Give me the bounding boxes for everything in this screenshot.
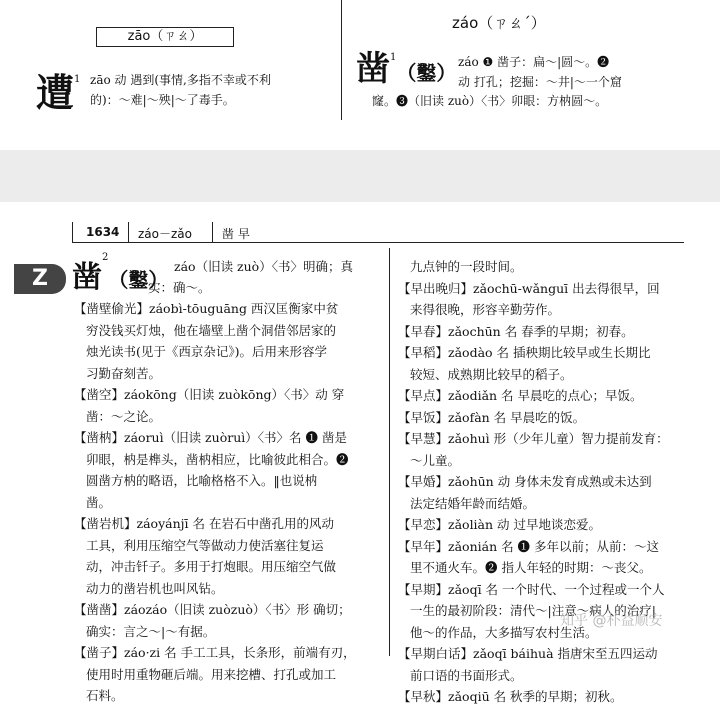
entry-line: 前口语的书面形式。 [410,667,523,683]
entry-line: 【凿岩机】záoyánjī 名 在岩石中凿孔用的风动 [74,516,334,531]
entry-line: 里不通火车。❷ 指人年轻的时期：～丧父。 [410,560,652,575]
column-divider [341,0,342,120]
entry-line: 【凿凿】záozáo（旧读 zuòzuò）〈书〉形 确切； [74,602,351,617]
entry-line: zāo 动 遇到(事情,多指不幸或不利 [90,73,271,87]
page-number: 1634 [86,225,120,239]
entry-line: 法定结婚年龄而结婚。 [410,495,536,511]
entry-line: 九点钟的一段时间。 [410,259,523,274]
right-column [398,256,716,708]
entry-line: 【早慧】zǎohuì 形（少年儿童）智力提前发育： [398,431,669,446]
entry-line: 圆凿方枘的略语，比喻格格不入。‖也说枘 [86,473,318,488]
entry-line: 【凿壁偷光】záobì-tōuguāng 西汉匡衡家中贫 [74,301,339,316]
pinyin-header-box: zāo（ㄗㄠ） [96,27,234,47]
entry-line: 【早期】zǎoqī 名 一个时代、一个过程或一个人 [398,581,665,597]
entry-line: 凿：～之论。 [86,408,162,424]
entry-line: 动力的凿岩机也叫风钻。 [86,580,224,596]
headword-char: 凿 [72,260,102,295]
entry-line: 【早饭】zǎofàn 名 早晨吃的饭。 [398,409,586,425]
entry-line: 【早年】zǎonián 名 ❶ 多年以前；从前：～这 [398,538,660,554]
watermark: 知乎 @朴益顺安 [560,613,663,629]
headword-char: 遭 [36,70,75,115]
entry-line: 【凿空】záokōng（旧读 zuòkōng）〈书〉动 穿 [74,387,345,402]
entry-line: 【凿枘】záoruì（旧读 zuòruì）〈书〉名 ❶ 凿是 [74,430,347,445]
entry-line: 窿。❸（旧读 zuò）〈书〉卯眼：方枘圆～。 [372,94,608,108]
left-column [74,298,386,707]
entry-line: 卯眼，枘是榫头，凿枘相应，比喻彼此相合。❷ [86,451,349,467]
headword-superscript: 1 [74,74,81,85]
entry-line: 烛光读书(见于《西京杂记》)。后用来形容学 [86,344,328,359]
entry-line: 工具，利用压缩空气等做动力使活塞往复运 [86,537,324,553]
entry-line: 【凿子】záo·zi 名 手工工具，长条形，前端有刃， [74,645,356,660]
letter-tab-z: Z [14,264,66,294]
entry-line: 【早点】zǎodiǎn 名 早晨吃的点心；早饭。 [398,388,643,403]
top-scan-page [0,0,720,150]
entry-line: 【早春】zǎochūn 名 春季的早期；初春。 [398,323,634,339]
entry-line: 动 打孔；挖掘：～井|～一个窟 [458,75,622,89]
column-divider [389,248,390,656]
entry-line: 来得很晚，形容辛勤劳作。 [410,302,561,317]
entry-line: záo ❶ 凿子：扁～|圆～。❷ [458,55,610,69]
page-gap [0,150,720,202]
headword-char: 凿 [356,49,390,89]
entry-line: 穷没钱买灯烛，他在墙壁上凿个洞借邻居家的 [86,322,337,338]
headword-superscript: 2 [102,252,109,263]
entry-line: 使用时用重物砸后端。用来挖槽、打孔或加工 [86,666,337,682]
header-tick [128,222,129,242]
page-chars: 凿 早 [222,227,250,241]
entry-line: 的)：～难|～殃|～了毒手。 [90,93,235,107]
entry-line: 【早婚】zǎohūn 动 身体未发育成熟或未达到 [398,474,652,489]
entry-line: 【早稻】zǎodào 名 插秧期比较早或生长期比 [398,345,651,360]
entry-line: 一生的最初阶段：清代～|注意～病人的治疗| [410,603,656,618]
entry-line: 他～的作品，大多描写农村生活。 [410,624,598,640]
entry-line: 【早出晚归】zǎochū-wǎnguī 出去得很早，回 [398,280,660,296]
header-tick [72,222,73,242]
pinyin-section-heading: záo（ㄗㄠˊ） [452,14,546,32]
entry-line: 凿。 [86,494,112,510]
entry-line: 【早秋】zǎoqiū 名 秋季的早期；初秋。 [398,689,623,704]
entry-line: 动，冲击钎子。多用于打炮眼。用压缩空气做 [86,559,337,574]
traditional-form: （鑿） [108,268,169,292]
entry-line: 确实：言之～|～有据。 [86,623,216,639]
headword-zao-encounter [36,70,81,115]
entry-line: 较短、成熟期比较早的稻子。 [410,366,573,382]
entry-line: 【早期白话】zǎoqī báihuà 指唐宋至五四运动 [398,646,658,661]
entry-line: 实：确～。 [148,280,211,295]
entry-line: 石料。 [86,688,124,703]
entry-line: záo（旧读 zuò）〈书〉明确；真 [174,259,353,274]
header-tick [212,222,213,242]
entry-line: 习勤奋刻苦。 [86,365,162,381]
page-range: záo－zǎo [138,227,192,241]
entry-line: 【早恋】zǎoliàn 动 过早地谈恋爱。 [398,517,602,532]
header-rule [72,242,684,243]
entry-line: ～儿童。 [410,452,461,468]
headword-superscript: 1 [390,52,397,63]
traditional-form: （鑿） [396,61,457,85]
headword-zao-chisel [356,49,457,89]
